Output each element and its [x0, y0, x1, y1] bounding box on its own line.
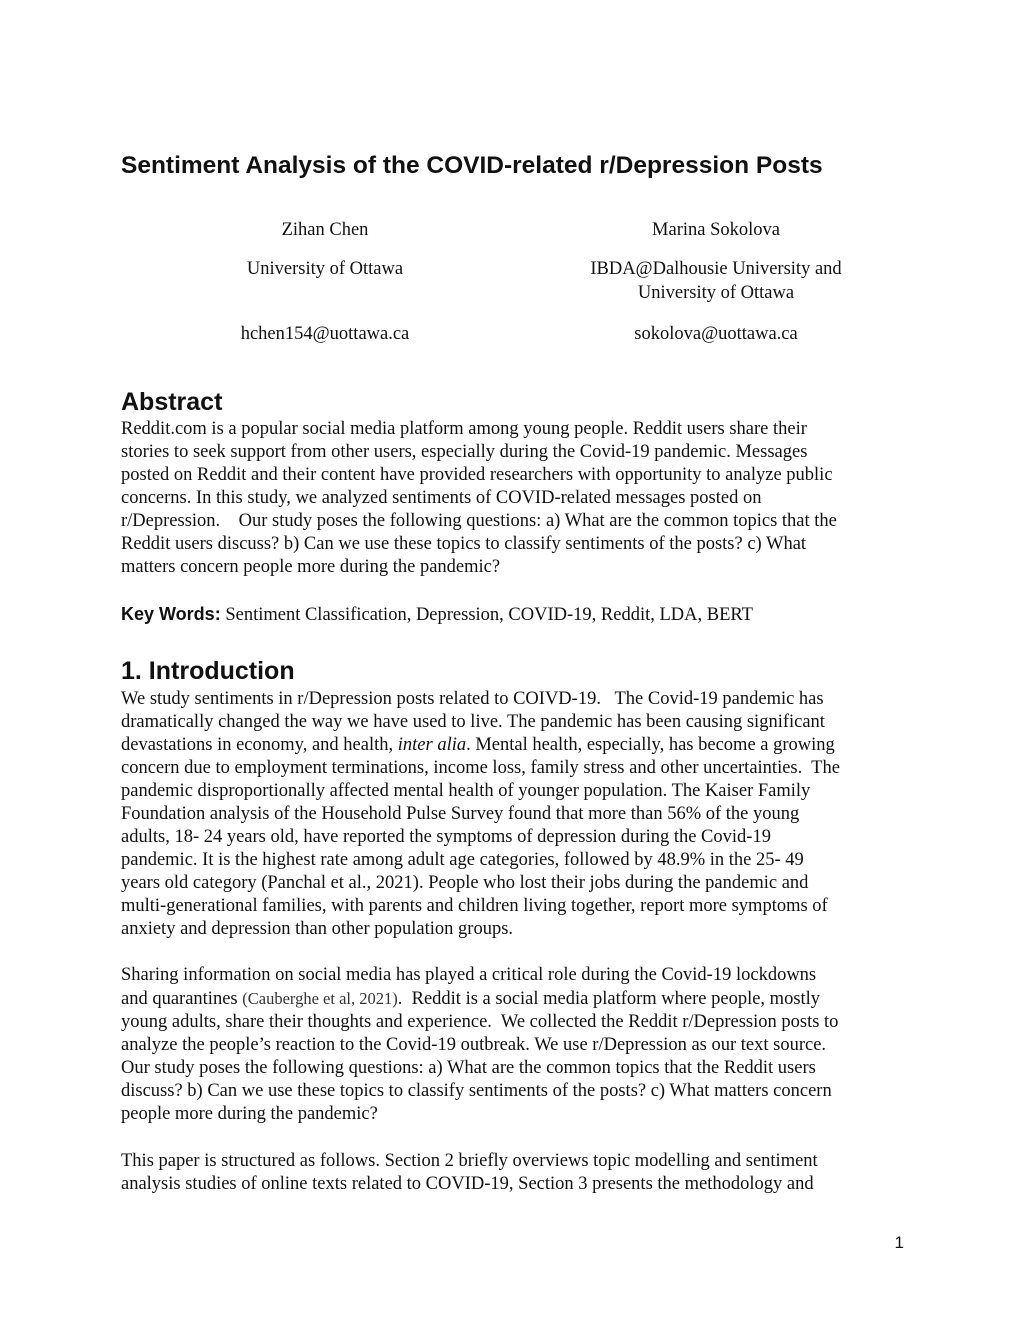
- citation: (Cauberghe et al, 2021): [242, 989, 398, 1008]
- text-span: and quarantines: [121, 989, 243, 1009]
- text-line: stories to seek support from other users, especially during the Covid-19 pandemic. Messages: [121, 442, 808, 462]
- text-line: pandemic disproportionally affected mental health of younger population. The Kaiser Family: [121, 781, 811, 801]
- italic-term: inter alia: [397, 735, 467, 755]
- author-block-1: [210, 218, 440, 346]
- introduction-paragraph-3: [121, 1150, 911, 1196]
- author-affiliation: University of Ottawa: [637, 283, 795, 303]
- keywords: [121, 603, 911, 627]
- text-span: devastations in economy, and health,: [121, 735, 398, 755]
- author-affiliation: University of Ottawa: [246, 259, 404, 279]
- author-name: Zihan Chen: [281, 220, 369, 240]
- paper-title: Sentiment Analysis of the COVID-related r/Depression Posts: [121, 152, 823, 179]
- author-affiliation: IBDA@Dalhousie University and: [590, 259, 842, 279]
- author-block-2: [560, 218, 872, 346]
- text-line: pandemic. It is the highest rate among adult age categories, followed by 48.9% in the 25- 49: [121, 850, 804, 870]
- text-line: young adults, share their thoughts and experience. We collected the Reddit r/Depression posts to: [121, 1012, 839, 1032]
- text-line: adults, 18- 24 years old, have reported the symptoms of depression during the Covid-19: [121, 827, 771, 847]
- text-line: matters concern people more during the pandemic?: [121, 557, 501, 577]
- text-line: Our study poses the following questions: a) What are the common topics that the Reddit users: [121, 1058, 816, 1078]
- text-line: Reddit.com is a popular social media platform among young people. Reddit users share their: [121, 419, 807, 439]
- text-line: r/Depression. Our study poses the following questions: a) What are the common topics that the: [121, 511, 837, 531]
- text-line: We study sentiments in r/Depression posts related to COIVD-19. The Covid-19 pandemic has: [121, 689, 824, 709]
- text-line: Reddit users discuss? b) Can we use these topics to classify sentiments of the posts? c) What: [121, 534, 807, 554]
- text-line: analyze the people’s reaction to the Covid-19 outbreak. We use r/Depression as our text source.: [121, 1035, 827, 1055]
- text-line: Foundation analysis of the Household Pulse Survey found that more than 56% of the young: [121, 804, 800, 824]
- text-line: concerns. In this study, we analyzed sentiments of COVID-related messages posted on: [121, 488, 762, 508]
- abstract-body: [121, 418, 911, 579]
- text-line: posted on Reddit and their content have provided researchers with opportunity to analyze public: [121, 465, 833, 485]
- text-line: analysis studies of online texts related to COVID-19, Section 3 presents the methodology and: [121, 1174, 814, 1194]
- text-line: This paper is structured as follows. Section 2 briefly overviews topic modelling and sentiment: [121, 1151, 818, 1171]
- introduction-heading: 1. Introduction: [121, 657, 295, 685]
- text-line: concern due to employment terminations, income loss, family stress and other uncertainties. The: [121, 758, 840, 778]
- author-name: Marina Sokolova: [652, 220, 780, 240]
- text-line: [121, 734, 911, 757]
- author-email: sokolova@uottawa.ca: [634, 324, 798, 344]
- text-line: people more during the pandemic?: [121, 1104, 378, 1124]
- abstract-heading: Abstract: [121, 388, 223, 416]
- page-number: 1: [894, 1233, 904, 1252]
- text-line: multi-generational families, with parents and children living together, report more symptoms of: [121, 896, 828, 916]
- text-span: . Mental health, especially, has become a growing: [466, 735, 835, 755]
- text-line: years old category (Panchal et al., 2021). People who lost their jobs during the pandemic and: [121, 873, 809, 893]
- author-email: hchen154@uottawa.ca: [240, 324, 410, 344]
- introduction-paragraph-2: [121, 964, 911, 1126]
- keywords-text: Sentiment Classification, Depression, COVID-19, Reddit, LDA, BERT: [225, 605, 753, 625]
- keywords-label: Key Words:: [121, 604, 221, 624]
- text-line: discuss? b) Can we use these topics to classify sentiments of the posts? c) What matters concern: [121, 1081, 832, 1101]
- text-line: Sharing information on social media has played a critical role during the Covid-19 lockdowns: [121, 965, 817, 985]
- text-line: [121, 987, 911, 1011]
- text-line: dramatically changed the way we have used to live. The pandemic has been causing significant: [121, 712, 825, 732]
- text-span: . Reddit is a social media platform where people, mostly: [397, 989, 821, 1009]
- text-line: anxiety and depression than other population groups.: [121, 919, 514, 939]
- introduction-paragraph-1: [121, 688, 911, 941]
